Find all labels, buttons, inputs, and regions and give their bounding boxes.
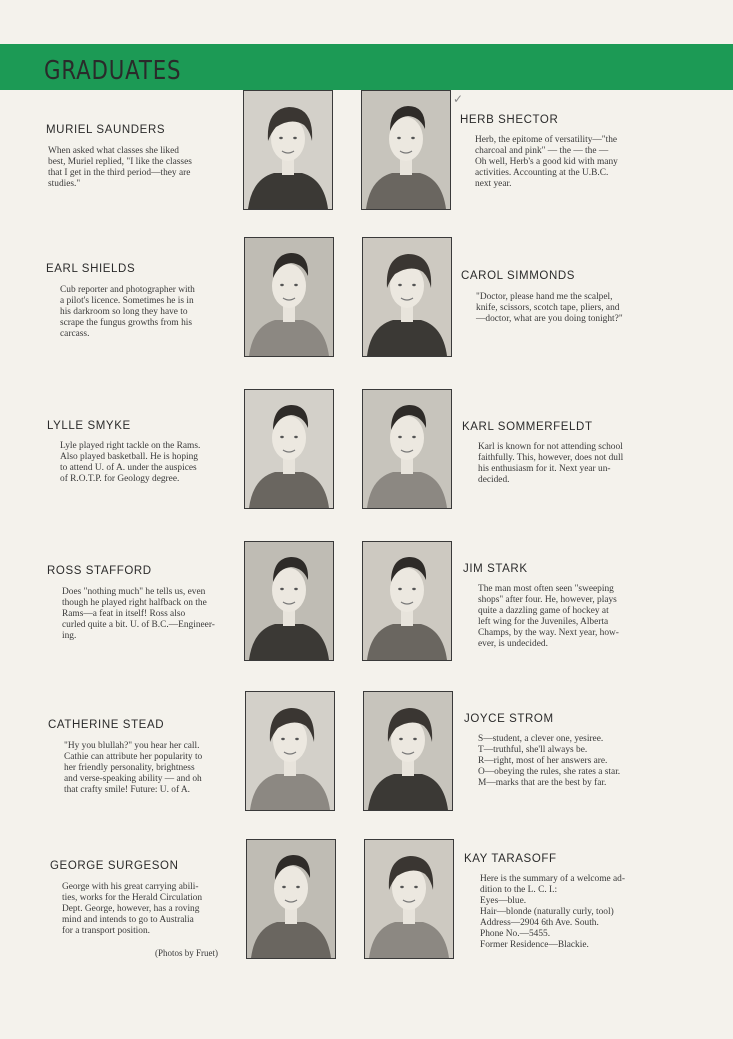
bio-line: of R.O.T.P. for Geology degree. [60, 474, 180, 484]
bio-line: Herb, the epitome of versatility—"the [475, 135, 618, 145]
bio-line: a pilot's licence. Sometimes he is in [60, 296, 194, 306]
bio-line: "Hy you blullah?" you hear her call. [64, 741, 200, 751]
bio-line: R—right, most of her answers are. [478, 756, 608, 766]
bio-line: shops" after four. He, however, plays [478, 595, 617, 605]
student-bio [476, 292, 656, 325]
section-title: GRADUATES [44, 56, 182, 86]
bio-line: though he played right halfback on the [62, 598, 207, 608]
student-bio [480, 874, 660, 951]
bio-line: Address—2904 6th Ave. South. [480, 918, 599, 928]
student-photo [244, 389, 334, 509]
bio-line: knife, scissors, scotch tape, pliers, and [476, 303, 620, 313]
bio-line: Champs, by the way. Next year, how- [478, 628, 619, 638]
student-portrait-boy-icon [363, 542, 451, 660]
student-bio [478, 442, 658, 486]
student-name: CAROL SIMMONDS [461, 270, 576, 282]
bio-line: Oh well, Herb's a good kid with many [475, 157, 618, 167]
bio-line: carcass. [60, 329, 90, 339]
bio-line: Here is the summary of a welcome ad- [480, 874, 625, 884]
student-portrait-boy-icon [247, 840, 335, 958]
student-bio [64, 741, 239, 796]
student-bio [478, 584, 658, 650]
bio-line: left wing for the Juveniles, Alberta [478, 617, 609, 627]
student-bio [475, 135, 655, 190]
bio-line: Phone No.—5455. [480, 929, 551, 939]
bio-line: Rams—a feat in itself! Ross also [62, 609, 186, 619]
student-bio [62, 587, 237, 642]
bio-line: T—truthful, she'll always be. [478, 745, 588, 755]
student-name: CATHERINE STEAD [48, 719, 165, 731]
bio-line: dition to the L. C. I.: [480, 885, 558, 895]
bio-line: —doctor, what are you doing tonight?" [476, 314, 623, 324]
bio-line: Lyle played right tackle on the Rams. [60, 441, 201, 451]
student-name: LYLLE SMYKE [47, 420, 131, 432]
student-photo [361, 90, 451, 210]
student-name: EARL SHIELDS [46, 263, 136, 275]
student-portrait-girl-icon [365, 840, 453, 958]
student-portrait-boy-icon [245, 238, 333, 356]
bio-line: best, Muriel replied, "I like the classes [48, 157, 192, 167]
pencil-checkmark: ✓ [453, 92, 464, 106]
student-portrait-girl-icon [364, 692, 452, 810]
student-name: KARL SOMMERFELDT [462, 421, 593, 433]
bio-line: quite a dazzling game of hockey at [478, 606, 609, 616]
student-photo [362, 541, 452, 661]
bio-line: ing. [62, 631, 77, 641]
bio-line: mind and intends to go to Australia [62, 915, 194, 925]
bio-line: her friendly personality, brightness [64, 763, 195, 773]
bio-line: When asked what classes she liked [48, 146, 179, 156]
student-bio [48, 146, 238, 190]
bio-line: The man most often seen "sweeping [478, 584, 614, 594]
bio-line: decided. [478, 475, 510, 485]
student-photo [244, 541, 334, 661]
bio-line: curled quite a bit. U. of B.C.—Engineer- [62, 620, 215, 630]
student-name: KAY TARASOFF [464, 853, 557, 865]
bio-line: George with his great carrying abili- [62, 882, 199, 892]
bio-line: ever, is undecided. [478, 639, 548, 649]
bio-line: Cathie can attribute her popularity to [64, 752, 203, 762]
bio-line: to attend U. of A. under the auspices [60, 463, 197, 473]
student-bio [62, 882, 237, 937]
student-bio [478, 734, 658, 789]
bio-line: Cub reporter and photographer with [60, 285, 195, 295]
bio-line: Does "nothing much" he tells us, even [62, 587, 206, 597]
student-portrait-girl-icon [363, 238, 451, 356]
student-name: HERB SHECTOR [460, 114, 559, 126]
bio-line: Hair—blonde (naturally curly, tool) [480, 907, 614, 917]
bio-line: charcoal and pink" — the — the — [475, 146, 609, 156]
student-name: GEORGE SURGESON [50, 860, 179, 872]
student-photo [245, 691, 335, 811]
bio-line: Also played basketball. He is hoping [60, 452, 198, 462]
bio-line: next year. [475, 179, 512, 189]
student-name: MURIEL SAUNDERS [46, 124, 166, 136]
bio-line: studies." [48, 179, 81, 189]
student-photo [364, 839, 454, 959]
student-bio [60, 441, 235, 485]
bio-line: O—obeying the rules, she rates a star. [478, 767, 621, 777]
bio-line: scrape the fungus growths from his [60, 318, 193, 328]
bio-line: Former Residence—Blackie. [480, 940, 589, 950]
bio-line: M—marks that are the best by far. [478, 778, 607, 788]
student-photo [362, 389, 452, 509]
bio-line: ties, works for the Herald Circulation [62, 893, 203, 903]
bio-line: "Doctor, please hand me the scalpel, [476, 292, 613, 302]
student-bio [60, 285, 235, 340]
student-portrait-girl-icon [246, 692, 334, 810]
student-portrait-girl-icon [244, 91, 332, 209]
student-name: JIM STARK [463, 563, 528, 575]
student-name: ROSS STAFFORD [47, 565, 152, 577]
student-portrait-boy-icon [245, 390, 333, 508]
bio-line: Dept. George, however, has a roving [62, 904, 200, 914]
student-photo [243, 90, 333, 210]
student-portrait-boy-icon [363, 390, 451, 508]
bio-line: that I get in the third period—they are [48, 168, 191, 178]
student-portrait-boy-icon [245, 542, 333, 660]
student-photo [246, 839, 336, 959]
bio-line: and verse-speaking ability — and oh [64, 774, 202, 784]
student-photo [362, 237, 452, 357]
bio-line: Karl is known for not attending school [478, 442, 623, 452]
bio-line: S—student, a clever one, yesiree. [478, 734, 604, 744]
student-name: JOYCE STROM [464, 713, 554, 725]
student-photo [363, 691, 453, 811]
student-portrait-boy-icon [362, 91, 450, 209]
bio-line: activities. Accounting at the U.B.C. [475, 168, 609, 178]
bio-line: for a transport position. [62, 926, 151, 936]
bio-line: Eyes—blue. [480, 896, 527, 906]
bio-line: faithfully. This, however, does not dull [478, 453, 624, 463]
student-photo [244, 237, 334, 357]
bio-line: his enthusiasm for it. Next year un- [478, 464, 611, 474]
photo-credit: (Photos by Fruet) [155, 948, 218, 958]
bio-line: that crafty smile! Future: U. of A. [64, 785, 191, 795]
bio-line: his darkroom so long they have to [60, 307, 188, 317]
